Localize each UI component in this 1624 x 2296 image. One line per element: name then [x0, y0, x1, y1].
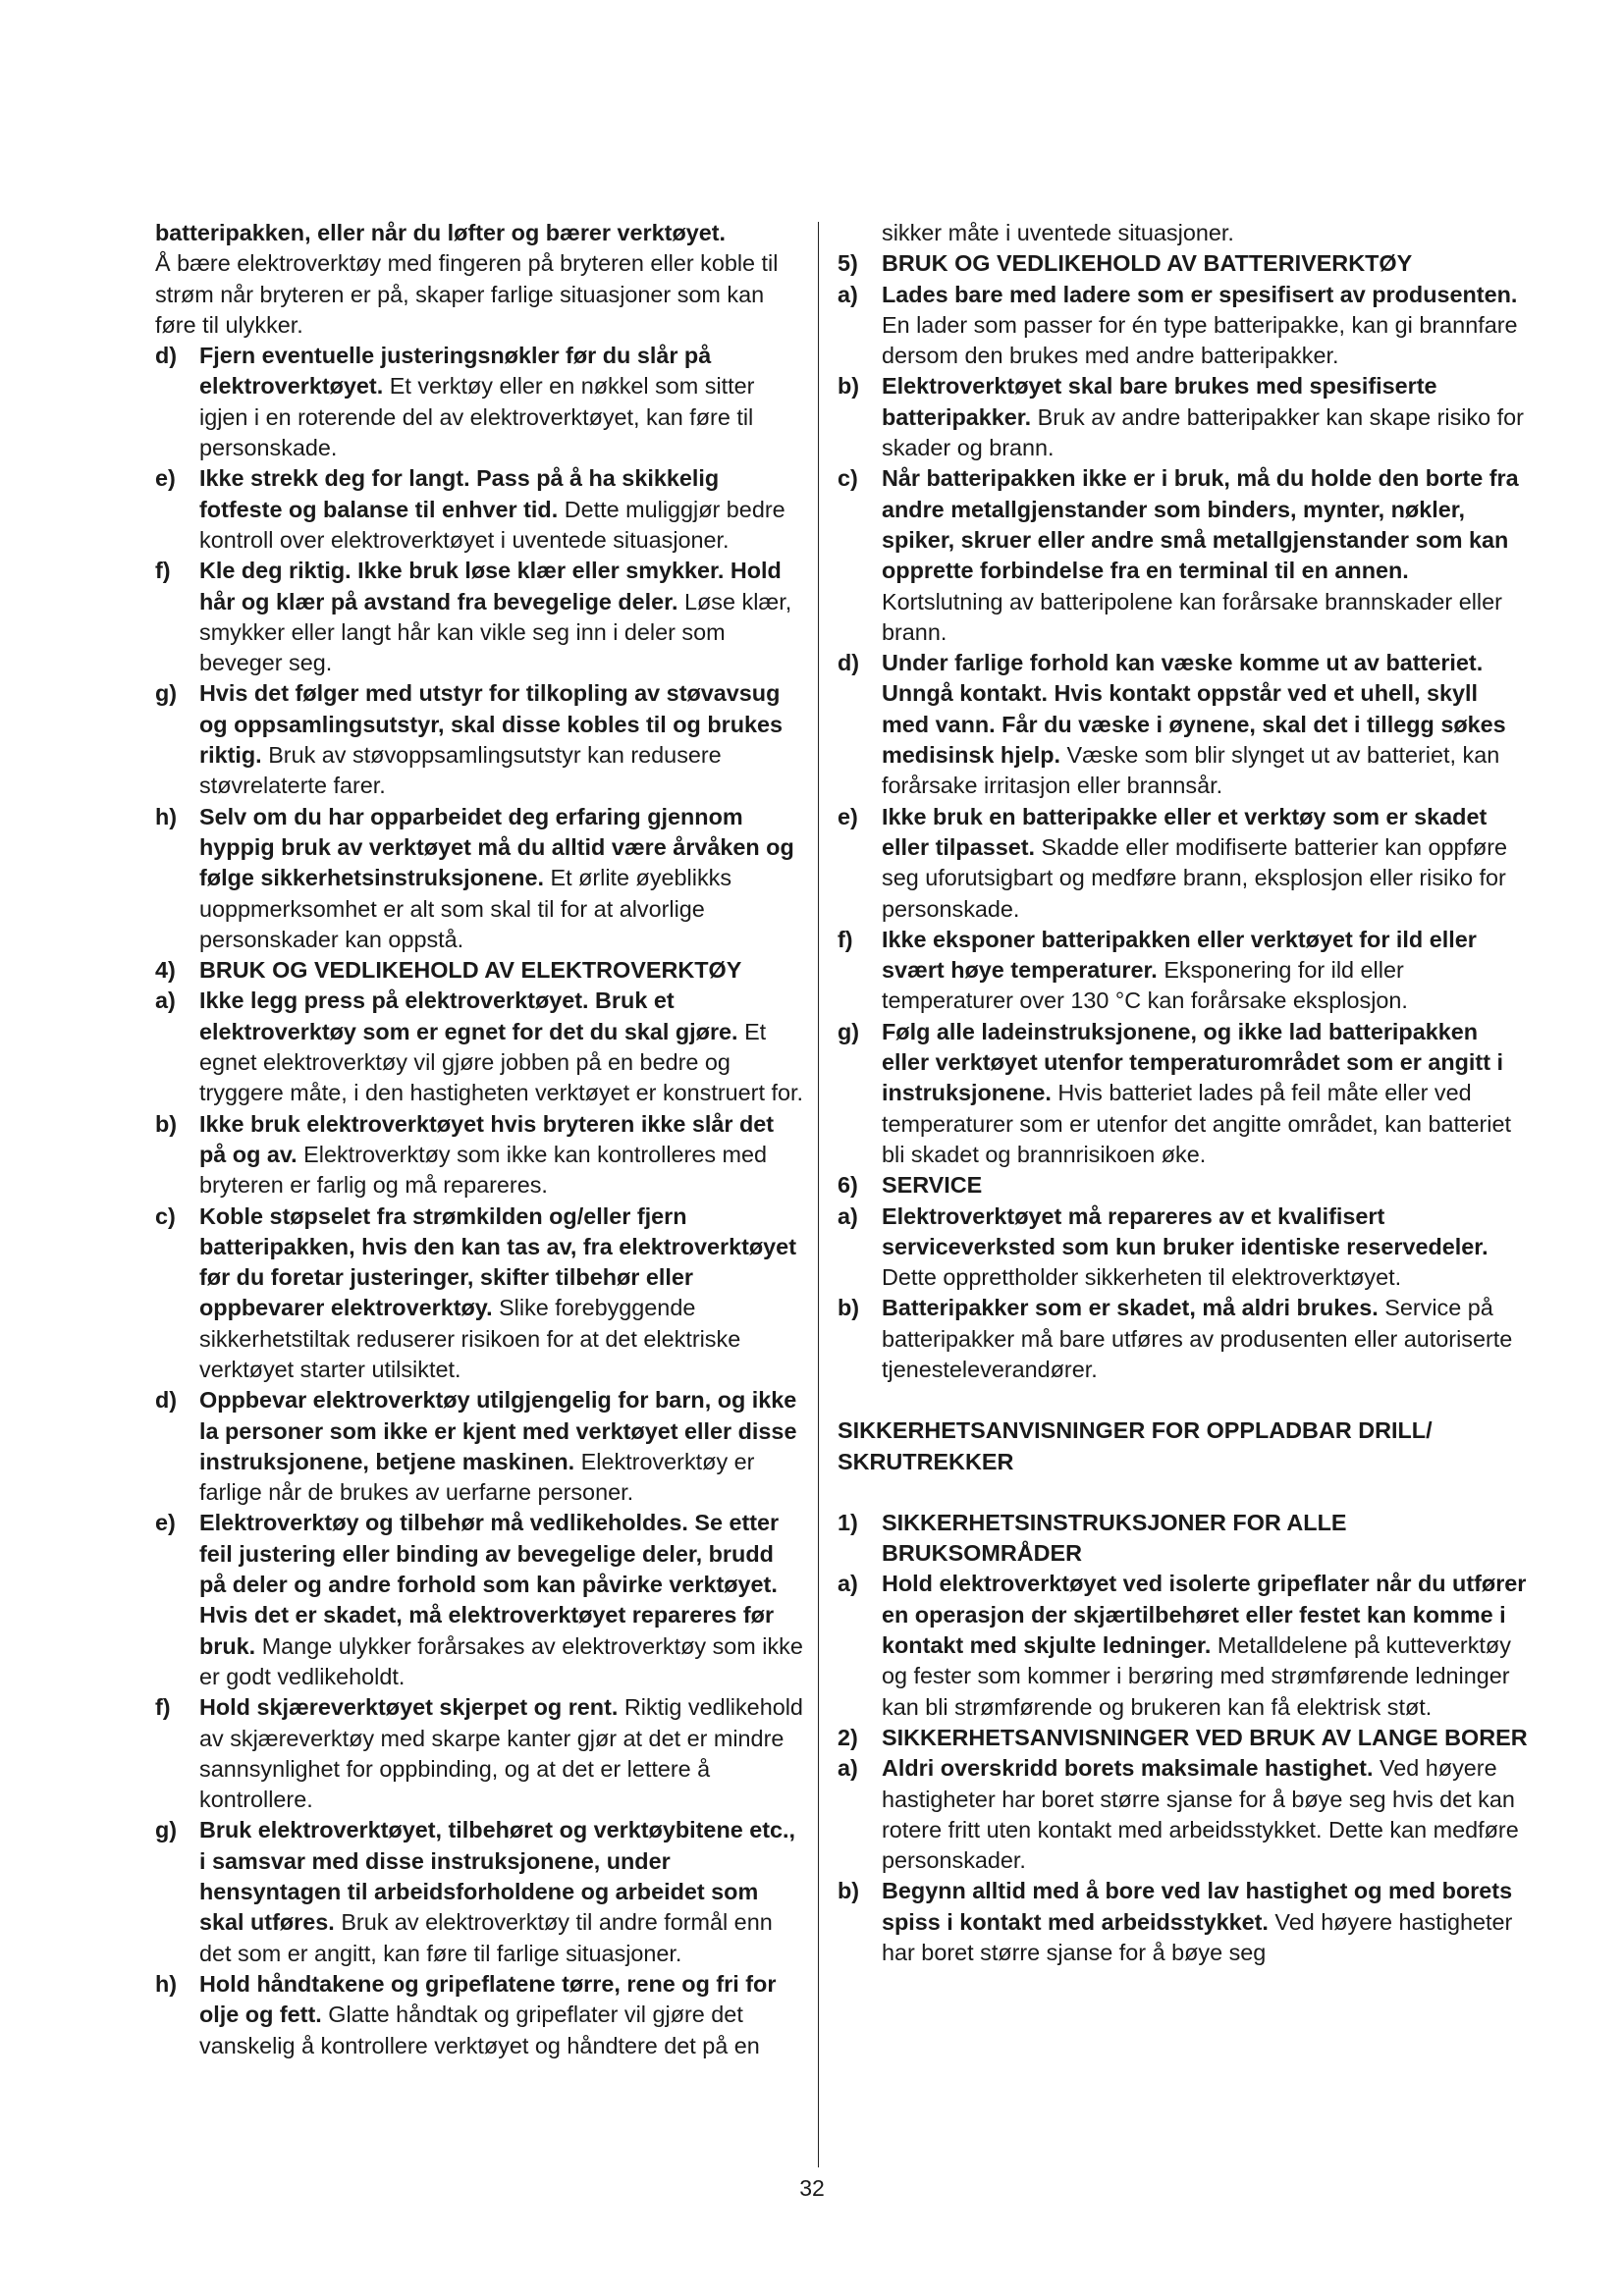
item-bold-text: Koble støpselet fra strømkilden og/eller fjern batteripakken, hvis den kan tas av, fra elektroverktøyet før du foretar justeringer, skifter tilbehør eller oppbevarer elektroverktøy.: [199, 1202, 796, 1321]
list-item: [838, 1293, 1530, 1385]
item-label: a): [838, 1571, 858, 1597]
item-label: h): [155, 1970, 178, 1997]
intro-paragraph: [155, 218, 803, 341]
item-text: Metalldelene på kutteverktøy og fester som kommer i berøring med strømførende ledninger kan bli strømførende og brukeren kan få elektrisk støt.: [882, 1632, 1511, 1720]
section-label: 1): [838, 1509, 858, 1535]
column-divider: [818, 222, 819, 2167]
left-items-a: [155, 341, 803, 955]
item-text: Et ørlite øyeblikks uoppmerksomhet er alt som skal til for at alvorlige personskader kan oppstå.: [199, 865, 732, 952]
list-item: [155, 678, 803, 801]
item-bold-text: Under farlige forhold kan væske komme ut av batteriet. Unngå kontakt. Hvis kontakt oppstår ved et uhell, skyll med vann. Får du væske i øynene, skal det i tillegg søkes medisinsk hjelp.: [882, 650, 1506, 769]
item-text: Mange ulykker forårsakes av elektroverktøy som ikke er godt vedlikeholdt.: [199, 1632, 803, 1689]
item-label: h): [155, 803, 178, 829]
list-item: [838, 1569, 1530, 1722]
list-item: [155, 1815, 803, 1968]
item-text: En lader som passer for én type batteripakke, kan gi brannfare dersom den brukes med andre batteripakker.: [882, 311, 1518, 369]
item-bold-text: Oppbevar elektroverktøy utilgjengelig for barn, og ikke la personer som ikke er kjent med verktøyet eller disse instruksjonene, betjene maskinen.: [199, 1387, 797, 1474]
item-text: Kortslutning av batteripolene kan forårsake brannskader eller brann.: [882, 588, 1502, 645]
list-item: [155, 1201, 803, 1386]
list-item: [155, 1692, 803, 1815]
intro-text: sikker måte i uventede situasjoner.: [882, 220, 1234, 245]
list-item: [155, 1508, 803, 1692]
item-label: b): [838, 1878, 860, 1904]
item-bold-text: Følg alle ladeinstruksjonene, og ikke lad batteripakken eller verktøyet utenfor temperaturområdet som er angitt i instruksjonene.: [882, 1018, 1504, 1106]
section-label: 2): [838, 1724, 858, 1750]
list-item: [155, 463, 803, 556]
section-title: SERVICE: [882, 1172, 983, 1199]
section-4-heading: [155, 955, 803, 986]
left-items-b: [155, 986, 803, 2060]
section-5-heading: [838, 248, 1530, 279]
item-bold-text: Hold håndtakene og gripeflatene tørre, rene og fri for olje og fett.: [199, 1970, 777, 2028]
item-text: Service på batteripakker må bare utføres av produsenten eller autoriserte tjenesteleverandører.: [882, 1295, 1513, 1382]
subsection-1-heading: [838, 1508, 1530, 1570]
item-label: a): [838, 281, 858, 307]
list-item: [838, 371, 1530, 463]
item-text: Elektroverktøy som ikke kan kontrolleres med bryteren er farlig og må repareres.: [199, 1141, 768, 1199]
list-item: [838, 648, 1530, 801]
item-bold-text: Ikke legg press på elektroverktøyet. Bruk et elektroverktøy som er egnet for det du skal gjøre.: [199, 988, 738, 1044]
item-bold-text: Batteripakker som er skadet, må aldri brukes.: [882, 1295, 1379, 1321]
list-item: [838, 463, 1530, 648]
item-text: Dette muliggjør bedre kontroll over elektroverktøyet i uventede situasjoner.: [199, 496, 785, 553]
item-text: Et verktøy eller en nøkkel som sitter igjen i en roterende del av elektroverktøyet, kan føre til personskade.: [199, 373, 755, 461]
item-label: g): [155, 680, 178, 707]
item-bold-text: Lades bare med ladere som er spesifisert av produsenten.: [882, 281, 1518, 307]
item-text: Løse klær, smykker eller langt hår kan vikle seg inn i deler som beveger seg.: [199, 588, 792, 676]
item-bold-text: Bruk elektroverktøyet, tilbehøret og verktøybitene etc., i samsvar med disse instruksjonene, under hensyntagen til arbeidsforholdene og arbeidet som skal utføres.: [199, 1817, 796, 1936]
list-item: [155, 1385, 803, 1508]
list-item: [838, 1876, 1530, 1968]
item-label: d): [155, 1387, 178, 1414]
item-bold-text: Ikke bruk elektroverktøyet hvis bryteren ikke slår det på og av.: [199, 1110, 775, 1167]
safety-heading: SIKKERHETSANVISNINGER FOR OPPLADBAR DRILL/ SKRUTREKKER: [838, 1417, 1433, 1474]
section-label: 4): [155, 957, 176, 984]
list-item: [155, 1969, 803, 2061]
section-title: SIKKERHETSINSTRUKSJONER FOR ALLE BRUKSOMRÅDER: [882, 1509, 1347, 1567]
list-item: [838, 1753, 1530, 1876]
right-items-s2: [838, 1753, 1530, 1968]
right-items-6: [838, 1201, 1530, 1386]
item-label: a): [838, 1202, 858, 1229]
list-item: [838, 925, 1530, 1017]
item-text: Bruk av andre batteripakker kan skape risiko for skader og brann.: [882, 403, 1524, 461]
item-label: e): [155, 1510, 176, 1536]
item-text: Bruk av elektroverktøy til andre formål enn det som er angitt, kan føre til farlige situasjoner.: [199, 1909, 773, 1966]
right-items-5: [838, 280, 1530, 1171]
list-item: [838, 280, 1530, 372]
item-text: Væske som blir slynget ut av batteriet, kan forårsake irritasjon eller brannsår.: [882, 742, 1500, 799]
item-bold-text: Elektroverktøyet må repareres av et kvalifisert serviceverksted som kun bruker identiske reservedeler.: [882, 1202, 1489, 1259]
item-label: g): [838, 1018, 860, 1044]
item-bold-text: Kle deg riktig. Ikke bruk løse klær eller smykker. Hold hår og klær på avstand fra bevegelige deler.: [199, 558, 782, 614]
item-bold-text: Hvis det følger med utstyr for tilkopling av støvavsug og oppsamlingsutstyr, skal disse kobles til og brukes riktig.: [199, 680, 784, 769]
item-text: Skadde eller modifiserte batterier kan oppføre seg uforutsigbart og medføre brann, eksplosjon eller risiko for personskade.: [882, 833, 1508, 922]
item-label: d): [838, 650, 860, 676]
item-label: a): [155, 988, 176, 1014]
item-label: a): [838, 1755, 858, 1782]
item-label: d): [155, 343, 178, 369]
list-item: [155, 802, 803, 955]
right-items-s1: [838, 1569, 1530, 1722]
item-label: f): [838, 926, 853, 952]
right-column: [838, 218, 1530, 1968]
item-label: b): [155, 1110, 178, 1137]
list-item: [838, 1201, 1530, 1294]
item-text: Glatte håndtak og gripeflater vil gjøre det vanskelig å kontrollere verktøyet og håndtere det på en: [199, 2002, 760, 2058]
item-label: e): [155, 465, 176, 492]
item-label: f): [155, 1694, 171, 1721]
item-text: Eksponering for ild eller temperaturer over 130 °C kan forårsake eksplosjon.: [882, 957, 1408, 1014]
list-item: [838, 802, 1530, 925]
section-label: 6): [838, 1172, 858, 1199]
item-label: e): [838, 803, 858, 829]
item-text: Et egnet elektroverktøy vil gjøre jobben på en bedre og tryggere måte, i den hastigheten verktøyet er konstruert for.: [199, 1018, 803, 1106]
item-bold-text: Ikke eksponer batteripakken eller verktøyet for ild eller svært høye temperaturer.: [882, 926, 1477, 984]
item-bold-text: Hold skjæreverktøyet skjerpet og rent.: [199, 1694, 619, 1721]
item-bold-text: Når batteripakken ikke er i bruk, må du holde den borte fra andre metallgjenstander som binders, mynter, nøkler, spiker, skruer eller andre små metallgjenstander som kan opprette forbindelse fra en terminal til en annen.: [882, 465, 1519, 584]
item-bold-text: Begynn alltid med å bore ved lav hastighet og med borets spiss i kontakt med arbeidsstykket.: [882, 1878, 1513, 1935]
section-title: SIKKERHETSANVISNINGER VED BRUK AV LANGE BORER: [882, 1724, 1528, 1750]
item-text: Ved høyere hastigheter har boret større sjanse for å bøye seg: [882, 1908, 1513, 1966]
list-item: [155, 556, 803, 678]
item-label: b): [838, 1295, 860, 1321]
item-label: c): [838, 465, 858, 492]
page-number: 32: [799, 2175, 825, 2201]
item-bold-text: Aldri overskridd borets maksimale hastighet.: [882, 1755, 1374, 1782]
section-title: BRUK OG VEDLIKEHOLD AV ELEKTROVERKTØY: [199, 957, 742, 984]
item-bold-text: Fjern eventuelle justeringsnøkler før du slår på elektroverktøyet.: [199, 343, 712, 400]
item-label: c): [155, 1202, 176, 1229]
list-item: [155, 986, 803, 1108]
list-item: [155, 1109, 803, 1201]
item-bold-text: Hold elektroverktøyet ved isolerte gripeflater når du utfører en operasjon der skjærtilbehøret eller festet kan komme i kontakt med skjulte ledninger.: [882, 1571, 1527, 1659]
right-intro: [838, 218, 1530, 248]
item-text: Ved høyere hastigheter har boret større sjanse for å bøye seg hvis det kan rotere fritt uten kontakt med arbeidsstykket. Dette kan medføre personskader.: [882, 1755, 1519, 1874]
item-text: Slike forebyggende sikkerhetstiltak reduserer risikoen for at det elektriske verktøyet starter utilsiktet.: [199, 1295, 741, 1382]
item-text: Riktig vedlikehold av skjæreverktøy med skarpe kanter gjør at det er mindre sannsynlighet for oppbinding, og at det er lettere å kontrollere.: [199, 1694, 803, 1813]
item-text: Dette opprettholder sikkerheten til elektroverktøyet.: [882, 1264, 1402, 1291]
list-item: [155, 341, 803, 463]
item-text: Bruk av støvoppsamlingsutstyr kan redusere støvrelaterte farer.: [199, 742, 722, 799]
list-item: [838, 1017, 1530, 1170]
item-bold-text: Ikke strekk deg for langt. Pass på å ha skikkelig fotfeste og balanse til enhver tid.: [199, 465, 720, 522]
item-text: Elektroverktøy er farlige når de brukes av uerfarne personer.: [199, 1448, 755, 1506]
subsection-2-heading: [838, 1723, 1530, 1753]
left-column: [155, 218, 803, 2061]
section-6-heading: [838, 1170, 1530, 1201]
intro-text: Å bære elektroverktøy med fingeren på bryteren eller koble til strøm når bryteren er på, skaper farlige situasjoner som kan føre til ulykker.: [155, 250, 779, 338]
item-text: Hvis batteriet lades på feil måte eller ved temperaturer som er utenfor det angitte området, kan batteriet bli skadet og brannrisikoen øke.: [882, 1080, 1511, 1167]
item-bold-text: Selv om du har opparbeidet deg erfaring gjennom hyppig bruk av verktøyet må du alltid være årvåken og følge sikkerhetsinstruksjonene.: [199, 803, 794, 891]
item-label: g): [155, 1817, 178, 1843]
intro-bold: batteripakken, eller når du løfter og bærer verktøyet.: [155, 220, 727, 245]
item-bold-text: Elektroverktøy og tilbehør må vedlikeholdes. Se etter feil justering eller binding av bevegelige deler, brudd på deler og andre forhold som kan påvirke verktøyet. Hvis det er skadet, må elektroverktøyet repareres før bruk.: [199, 1510, 780, 1659]
item-label: b): [838, 373, 860, 400]
section-label: 5): [838, 250, 858, 277]
item-label: f): [155, 558, 171, 584]
section-title: BRUK OG VEDLIKEHOLD AV BATTERIVERKTØY: [882, 250, 1413, 277]
item-bold-text: Ikke bruk en batteripakke eller et verktøy som er skadet eller tilpasset.: [882, 803, 1488, 860]
item-bold-text: Elektroverktøyet skal bare brukes med spesifiserte batteripakker.: [882, 373, 1437, 430]
